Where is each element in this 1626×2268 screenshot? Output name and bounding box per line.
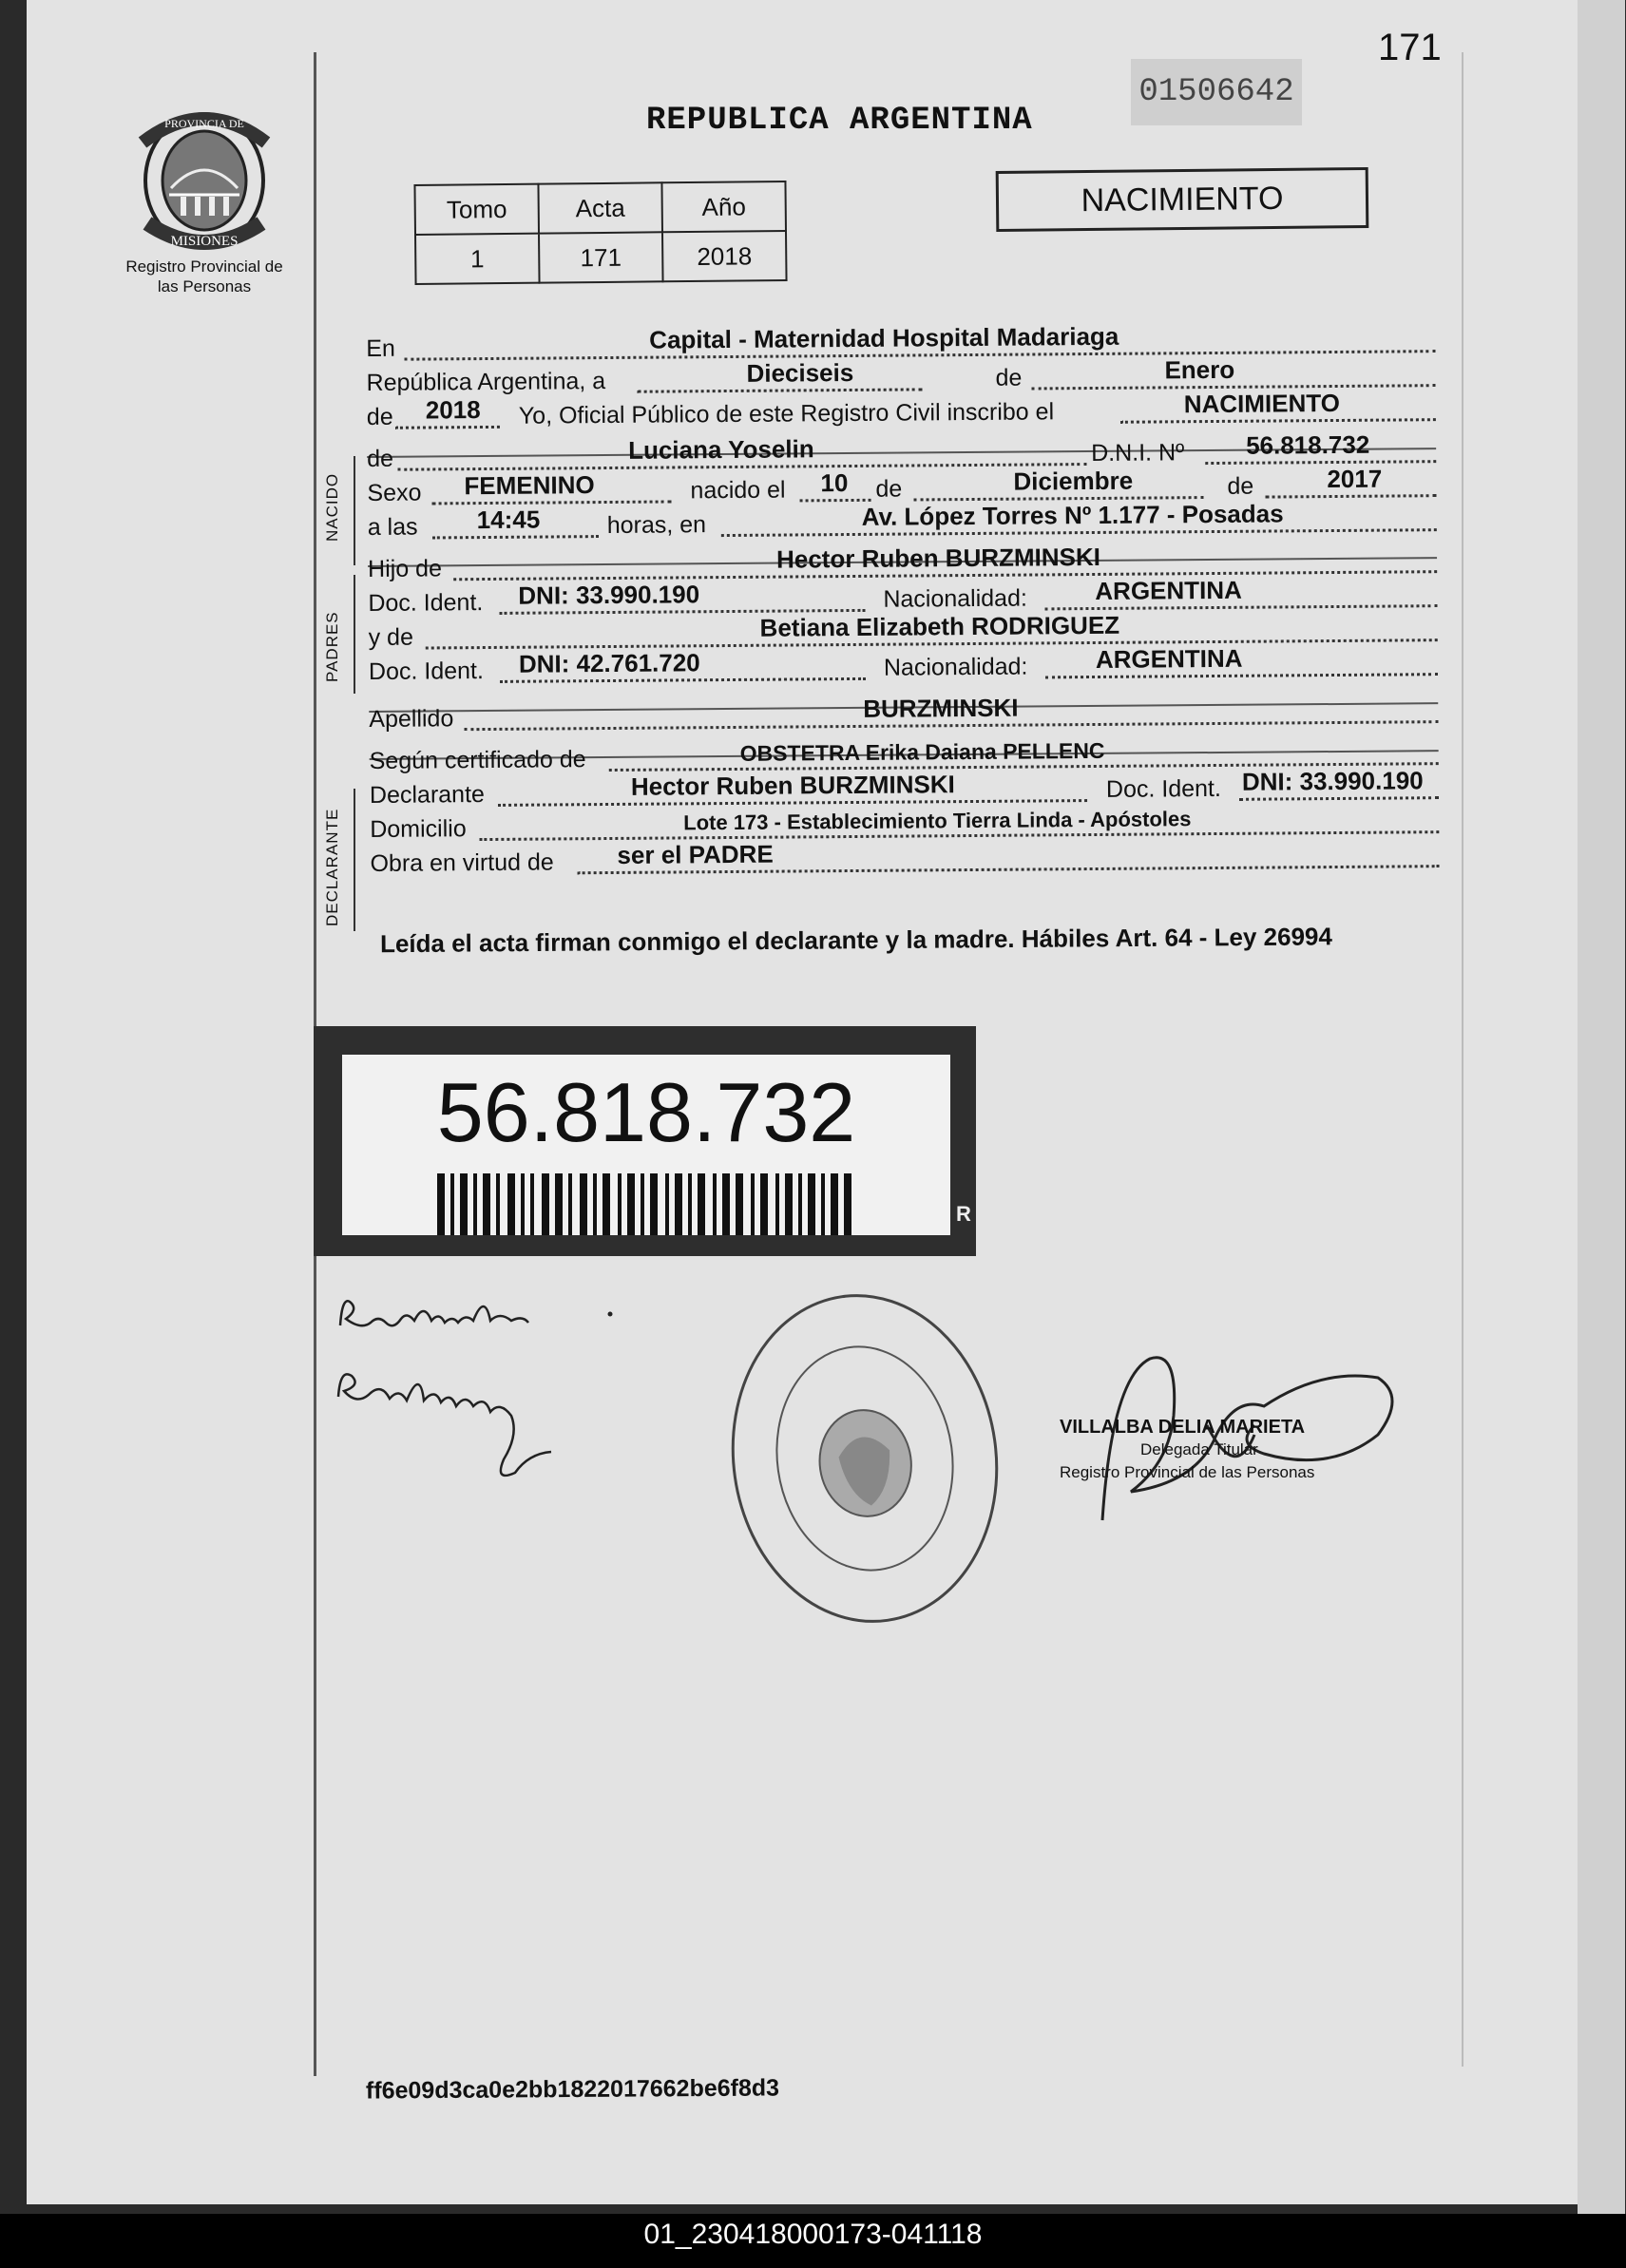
value-birth-month: Diciembre — [1013, 466, 1134, 496]
label-de-name: de — [367, 445, 394, 472]
value-birth-time: 14:45 — [476, 505, 541, 535]
record-header: Tomo — [414, 184, 539, 235]
logo-text-bottom: MISIONES — [170, 234, 239, 249]
serial-number: 01506642 — [1131, 59, 1302, 125]
value-sexo: FEMENINO — [464, 470, 595, 501]
value-birth-day: 10 — [820, 468, 849, 498]
value-mother-nationality: ARGENTINA — [1095, 643, 1243, 674]
value-birth-year: 2017 — [1327, 464, 1383, 494]
side-label-nacido: NACIDO — [323, 472, 341, 542]
nacido-bar — [354, 456, 355, 565]
value-day: Dieciseis — [746, 357, 854, 388]
value-certificado: OBSTETRA Erika Daiana PELLENC — [739, 737, 1105, 766]
record-header: Acta — [538, 182, 662, 233]
label-de-2: de — [875, 475, 903, 503]
label-nacionalidad-mother: Nacionalidad: — [883, 653, 1028, 681]
label-de: de — [995, 364, 1023, 391]
label-sexo: Sexo — [367, 479, 422, 506]
label-republica: República Argentina, a — [366, 368, 606, 396]
label-certificado: Según certificado de — [369, 746, 586, 774]
closing-statement: Leída el acta firman conmigo el declarante y la madre. Hábiles Art. 64 - Ley 26994 — [379, 922, 1333, 959]
official-stamp — [1060, 1416, 1314, 1484]
label-hijo-de: Hijo de — [368, 555, 443, 582]
value-mother-name: Betiana Elizabeth RODRIGUEZ — [759, 610, 1120, 642]
record-table — [413, 181, 787, 285]
label-doc-ident-mother: Doc. Ident. — [368, 658, 484, 685]
label-nacionalidad-father: Nacionalidad: — [883, 584, 1027, 613]
record-value: 1 — [415, 234, 540, 284]
label-apellido: Apellido — [369, 705, 454, 733]
label-declarante: Declarante — [369, 781, 485, 809]
certificate-form — [366, 305, 1440, 882]
side-label-declarante: DECLARANTE — [323, 808, 341, 926]
paper-edge — [1578, 0, 1625, 2214]
side-label-padres: PADRES — [323, 611, 341, 682]
registry-name: Registro Provincial de las Personas — [125, 257, 283, 295]
dni-sticker-letter: R — [956, 1202, 971, 1226]
value-father-nationality: ARGENTINA — [1095, 575, 1242, 605]
declarante-bar — [354, 789, 355, 931]
official-role: Delegada Titular — [1140, 1440, 1258, 1458]
form-row-year — [366, 388, 1436, 435]
record-value: 2018 — [662, 231, 787, 281]
value-month: Enero — [1164, 354, 1235, 385]
label-de-year: de — [366, 403, 393, 430]
right-margin-line — [1462, 52, 1463, 2067]
document-title: REPUBLICA ARGENTINA — [646, 103, 1033, 139]
official-office: Registro Provincial de las Personas — [1060, 1463, 1315, 1481]
value-birth-place: Av. López Torres Nº 1.177 - Posadas — [861, 499, 1284, 531]
province-logo-icon — [124, 105, 285, 257]
value-father-name: Hector Ruben BURZMINSKI — [775, 542, 1101, 574]
value-year: 2018 — [425, 395, 481, 425]
record-value: 171 — [539, 232, 663, 282]
value-inscription: NACIMIENTO — [1183, 388, 1341, 419]
label-dni: D.N.I. Nº — [1091, 439, 1185, 467]
label-obra: Obra en virtud de — [370, 848, 554, 877]
value-place: Capital - Maternidad Hospital Madariaga — [649, 321, 1119, 354]
official-name: VILLALBA DELIA MARIETA — [1060, 1417, 1306, 1438]
label-domicilio: Domicilio — [370, 815, 467, 843]
document-hash: ff6e09d3ca0e2bb1822017662be6f8d3 — [365, 2074, 780, 2105]
form-row-mother-doc — [368, 643, 1438, 690]
logo-text-top: PROVINCIA DE — [164, 117, 244, 130]
value-mother-doc: DNI: 42.761.720 — [518, 648, 700, 678]
value-dni: 56.818.732 — [1246, 429, 1370, 460]
label-doc-ident-father: Doc. Ident. — [368, 589, 484, 617]
padres-bar — [354, 575, 355, 694]
page-number: 171 — [1378, 27, 1442, 68]
handwritten-signatures-icon — [333, 1273, 637, 1501]
filename-label: 01_230418000173-041118 — [643, 2219, 983, 2250]
value-father-doc: DNI: 33.990.190 — [518, 580, 700, 610]
value-declarante-doc: DNI: 33.990.190 — [1241, 766, 1424, 796]
form-row-apellido — [369, 695, 1438, 737]
label-de-3: de — [1227, 472, 1254, 500]
value-obra: ser el PADRE — [617, 839, 774, 869]
official-seal-icon — [704, 1270, 1024, 1648]
barcode-icon — [437, 1173, 855, 1235]
dni-sticker-inner — [342, 1055, 950, 1235]
value-declarante: Hector Ruben BURZMINSKI — [630, 770, 955, 801]
dni-sticker — [314, 1026, 976, 1256]
label-y-de: y de — [368, 623, 414, 651]
label-doc-ident-declarante: Doc. Ident. — [1105, 774, 1221, 803]
form-row-time — [367, 499, 1437, 545]
record-header: Año — [661, 181, 786, 232]
dni-sticker-number: 56.818.732 — [436, 1065, 856, 1159]
label-oficial: Yo, Oficial Público de este Registro Civil inscribo el — [518, 398, 1055, 429]
label-nacido: nacido el — [690, 476, 786, 505]
label-a-las: a las — [367, 513, 418, 541]
value-name: Luciana Yoselin — [628, 434, 814, 465]
document-type: NACIMIENTO — [996, 167, 1369, 232]
label-en: En — [366, 334, 395, 362]
value-domicilio: Lote 173 - Establecimiento Tierra Linda - Apóstoles — [683, 807, 1192, 835]
value-apellido: BURZMINSKI — [863, 693, 1019, 723]
label-horas: horas, en — [606, 511, 707, 540]
